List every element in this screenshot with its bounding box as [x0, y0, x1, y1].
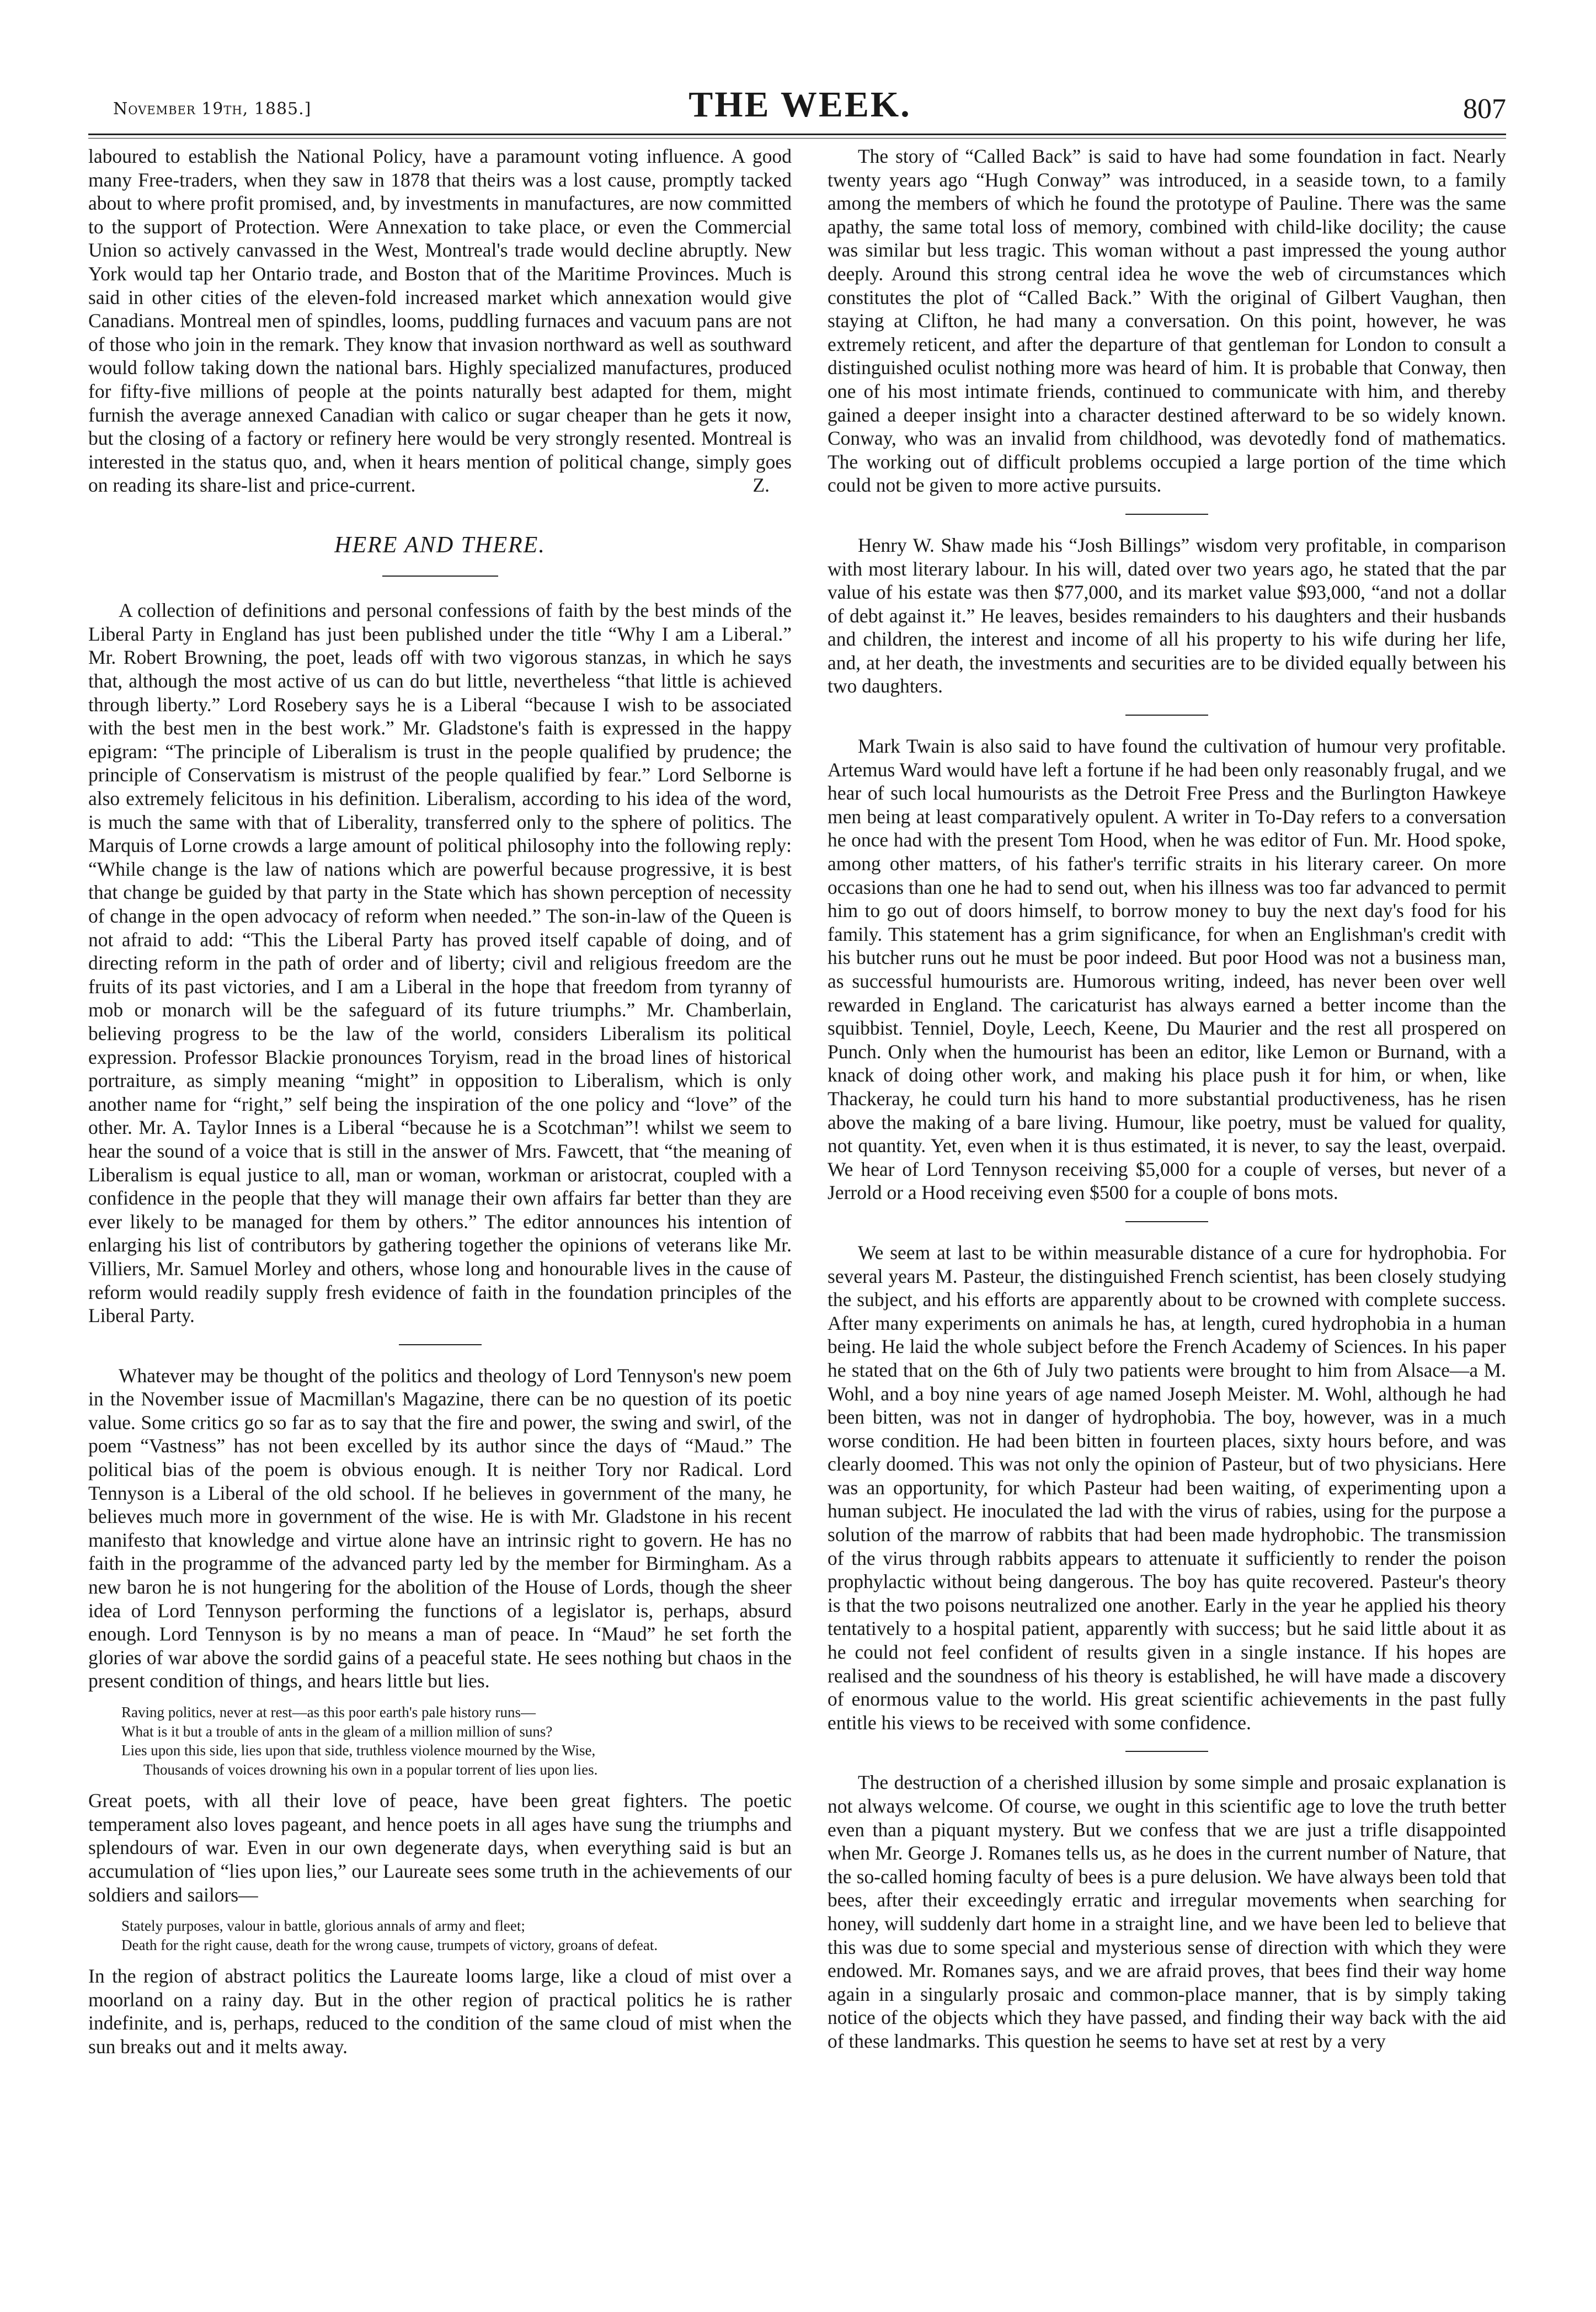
article-called-back: The story of “Called Back” is said to have had some foundation in fact. Nearly twenty years ago “Hugh Conway” was introduced, in a seaside town, to a family among the members of which he found the prototype of Pauline. There was the same apathy, the same total loss of memory, combined with child-like docility; the cause was similar but less tragic. This woman without a past impressed the young author deeply. Around this strong central idea he wove the web of circumstances which constitutes the plot of “Called Back.” With the original of Gilbert Vaughan, then staying at Clifton, he had many a conversation. On this point, however, he was extremely reticent, and after the departure of that gentleman for London to consult a distinguished oculist nothing more was heard of him. It is probable that Conway, then one of his most intimate friends, continued to communicate with him, and thereby gained a deeper insight into a character destined afterward to be so widely known. Conway, who was an invalid from childhood, was devotedly fond of mathematics. The working out of difficult problems occupied a large portion of the time which could not be given to more active pursuits. — [828, 145, 1506, 497]
article-hydrophobia: We seem at last to be within measurable distance of a cure for hydrophobia. For several years M. Pasteur, the distinguished French scientist, has been closely studying the subject, and his efforts are apparently about to be crowned with complete success. After many experiments on animals he has, at length, cured hydrophobia in a human being. He laid the whole subject before the French Academy of Sciences. In his paper he stated that on the 6th of July two patients were brought to him from Alsace—a M. Wohl, and a boy nine years of age named Joseph Meister. M. Wohl, although he had been bitten, was not in danger of hydrophobia. The boy, however, was in a much worse condition. He had been bitten in fourteen places, sixty hours before, and was clearly doomed. This was not only the opinion of Pasteur, but of two physicians. Here was an opportunity, for which Pasteur had been waiting, of experimenting upon a human subject. He inoculated the lad with the virus of rabies, using for the purpose a solution of the marrow of rabbits that had been made hydrophobic. The transmission of the virus through rabbits appears to attenuate it sufficiently to render the poison prophylactic without being dangerous. The boy has quite recovered. Pasteur's theory is that the two poisons neutralized one another. Early in the year he applied his theory tentatively to a hospital patient, apparently with success; but he said little about it as he could not feel confident of results given in a single instance. If his hopes are realised and the soundness of his theory is established, he will have made a discovery of enormous value to the world. His great scientific achievements in the past fully entitle his views to be received with some confidence. — [828, 1241, 1506, 1734]
article-separator — [1125, 1751, 1208, 1752]
issue-date: November 19th, 1885.] — [113, 99, 312, 119]
article-separator — [1125, 514, 1208, 515]
verse-line: Death for the right cause, death for the wrong cause, trumpets of victory, groans of defeat. — [121, 1936, 658, 1953]
article-homing-bees: The destruction of a cherished illusion by some simple and prosaic explanation is not always welcome. Of course, we ought in this scientific age to love the truth better even than a piquant mystery. But we confess that we are just a trifle disappointed when Mr. George J. Romanes tells us, as he does in the current number of Nature, that the so-called homing faculty of bees is a pure delusion. We have always been told that bees, after their exceedingly erratic and irregular movements when searching for honey, will suddenly dart home in a straight line, and we have been led to believe that this was due to some special and mysterious sense of direction with which they were endowed. Mr. Romanes says, and we are afraid proves, that bees find their way home again in a singularly prosaic and common-place manner, that is by simply taking notice of the objects which they have passed, and finding their way back with the aid of these landmarks. This question he seems to have set at rest by a very — [828, 1771, 1506, 2052]
article-tennyson-conclusion: In the region of abstract politics the Laureate looms large, like a cloud of mist over a moorland on a rainy day. But in the other region of practical politics he is rather indefinite, and is, perhaps, reduced to the condition of the same cloud of mist when the sun breaks out and it melts away. — [88, 1965, 792, 2058]
verse-quotation-2 — [121, 1916, 792, 1954]
verse-line: Stately purposes, valour in battle, glorious annals of army and fleet; — [121, 1917, 525, 1935]
article-separator — [1125, 715, 1208, 716]
left-column — [88, 145, 792, 2286]
verse-line: What is it but a trouble of ants in the gleam of a million million of suns? — [121, 1723, 553, 1740]
article-separator — [399, 1344, 482, 1345]
article-josh-billings: Henry W. Shaw made his “Josh Billings” wisdom very profitable, in comparison with most literary labour. In his will, dated over two years ago, he stated that the par value of his estate was then $77,000, and its market value $93,000, “and not a dollar of debt against it.” He leaves, besides remainders to his daughters and their husbands and children, the interest and income of all his property to his wife during her life, and, at her death, the investments and securities are to be divided equally between his two daughters. — [828, 534, 1506, 697]
section-underline — [382, 576, 498, 577]
article-tennyson-continued: Great poets, with all their love of peace, have been great fighters. The poetic temperament also loves pageant, and hence poets in all ages have sung the triumphs and splendours of war. Even in our own degenerate days, when everything said is but an accumulation of “lies upon lies,” our Laureate sees some truth in the achievements of our soldiers and sailors— — [88, 1789, 792, 1906]
header-rule-thick — [88, 134, 1506, 135]
verse-line: Raving politics, never at rest—as this poor earth's pale history runs— — [121, 1704, 536, 1721]
verse-quotation-1 — [121, 1703, 792, 1779]
masthead-title: THE WEEK. — [688, 84, 911, 125]
article-separator — [1125, 1221, 1208, 1222]
section-title: HERE AND THERE. — [334, 532, 546, 558]
page-number: 807 — [1463, 93, 1506, 125]
author-signature: Z. — [752, 474, 770, 497]
verse-line: Lies upon this side, lies upon that side, truthless violence mourned by the Wise, — [121, 1742, 596, 1759]
article-tennyson-poem: Whatever may be thought of the politics and theology of Lord Tennyson's new poem in the November issue of Macmillan's Magazine, there can be no question of its poetic value. Some critics go so far as to say that the fire and power, the swing and swirl, of the poem “Vastness” has not been excelled by its author since the days of “Maud.” The political bias of the poem is obvious enough. It is neither Tory nor Radical. Lord Tennyson is a Liberal of the old school. If he believes in government of the many, he believes much more in government of the wise. He is with Mr. Gladstone in his recent manifesto that knowledge and virtue alone have an intrinsic right to govern. He has no faith in the programme of the advanced party led by the member for Birmingham. As a new baron he is not hungering for the abolition of the House of Lords, though the sheer idea of Lord Tennyson performing the functions of a legislator is, perhaps, absurd enough. Lord Tennyson is by no means a man of peace. In “Maud” he set forth the glories of war above the sordid gains of a peaceful state. He sees nothing but chaos in the present condition of things, and hears little but lies. — [88, 1364, 792, 1692]
page-header — [88, 77, 1512, 132]
verse-line: Thousands of voices drowning his own in a popular torrent of lies upon lies. — [143, 1761, 598, 1778]
article-montreal-trade: laboured to establish the National Policy, have a paramount voting influence. A good many Free-traders, when they saw in 1878 that theirs was a lost cause, promptly tacked about to where profit promised, and, by investments in manufactures, are now committed to the support of Protection. Were Annexation to take place, or even the Commercial Union so actively canvassed in the West, Montreal's trade would decline abruptly. New York would tap her Ontario trade, and Boston that of the Maritime Provinces. Much is said in other cities of the eleven-fold increased market which annexation would give Canadians. Montreal men of spindles, looms, puddling furnaces and vacuum pans are not of those who join in the remark. They know that invasion northward as well as southward would follow taking down the national bars. Highly specialized manufactures, produced for fifty-five millions of people at the points naturally best adapted for them, might furnish the average annexed Canadian with calico or sugar cheaper than he gets it now, but the closing of a factory or refinery here would be very strongly resented. Montreal is interested in the status quo, and, when it hears mention of political change, simply goes on reading its share-list and price-current. Z. — [88, 145, 792, 497]
article-why-liberal: A collection of definitions and personal confessions of faith by the best minds of the Liberal Party in England has just been published under the title “Why I am a Liberal.” Mr. Robert Browning, the poet, leads off with two vigorous stanzas, in which he says that, although the most active of us can do but little, nevertheless “that little is achieved through liberty.” Lord Rosebery says he is a Liberal “because I wish to be associated with the best men in the best work.” Mr. Gladstone's faith is expressed in the happy epigram: “The principle of Liberalism is trust in the people qualified by prudence; the principle of Conservatism is mistrust of the people qualified by fear.” Lord Selborne is also extremely felicitous in his definition. Liberalism, according to his idea of the word, is much the same with that of Liberality, transferred only to the sphere of politics. The Marquis of Lorne crowds a large amount of political philosophy into the following reply: “While change is the law of nations which are powerful because progressive, it is best that change be guided by that party in the State which has shown perception of necessity of change in the open advocacy of reform when needed.” The son-in-law of the Queen is not afraid to add: “This the Liberal Party has proved itself capable of doing, and of directing reform in the path of order and of liberty; civil and religious freedom are the fruits of its past victories, and I am a Liberal in the hope that freedom from tyranny of mob or monarch will be the safeguard of its future triumphs.” Mr. Chamberlain, believing progress to be the law of the world, considers Liberalism its political expression. Professor Blackie pronounces Toryism, read in the broad lines of historical portraiture, as simply meaning “might” in opposition to Liberalism, which is only another name for “right,” self being the inspiration of the one policy and “love” of the other. Mr. A. Taylor Innes is a Liberal “because he is a Scotchman”! whilst we seem to hear the sound of a voice that is still in the answer of Mrs. Fawcett, that “the meaning of Liberalism is equal justice to all, man or woman, workman or aristocrat, coupled with a confidence in the people that they will manage their own affairs far better than they are ever likely to be managed for them by others.” The editor announces his intention of enlarging his list of contributors by gathering together the opinions of veterans like Mr. Villiers, Mr. Samuel Morley and others, whose long and honourable lives in the cause of reform would readily supply fresh evidence of faith in the foundation principles of the Liberal Party. — [88, 599, 792, 1327]
right-column — [828, 145, 1506, 2286]
article-humourists: Mark Twain is also said to have found the cultivation of humour very profitable. Artemus Ward would have left a fortune if he had been only reasonably frugal, and we hear of such local humourists as the Detroit Free Press and the Burlington Hawkeye men being at least comparatively opulent. A writer in To-Day refers to a conversation he once had with the present Tom Hood, when he was editor of Fun. Mr. Hood spoke, among other matters, of his father's terrific straits in his literary career. On more occasions than one he had to send out, when his illness was too far advanced to permit him to go out of doors himself, to borrow money to buy the next day's food for his family. This statement has a grim significance, for when an Englishman's credit with his butcher runs out he must be poor indeed. But poor Hood was not a business man, as successful humourists are. Humorous writing, indeed, has never been over well rewarded in England. The caricaturist has always earned a better income than the squibbist. Tenniel, Doyle, Leech, Keene, Du Maurier and the rest all prospered on Punch. Only when the humourist has been an editor, like Lemon or Burnand, with a knack of doing other work, and making his place push it for him, or when, like Thackeray, he could turn his hand to more substantial productiveness, has he risen above the making of a bare living. Humour, like poetry, must be valued for quality, not quantity. Yet, even when it is thus estimated, it is never, to say the least, overpaid. We hear of Lord Tennyson receiving $5,000 for a couple of verses, but never of a Jerrold or a Hood receiving even $500 for a couple of bons mots. — [828, 735, 1506, 1204]
